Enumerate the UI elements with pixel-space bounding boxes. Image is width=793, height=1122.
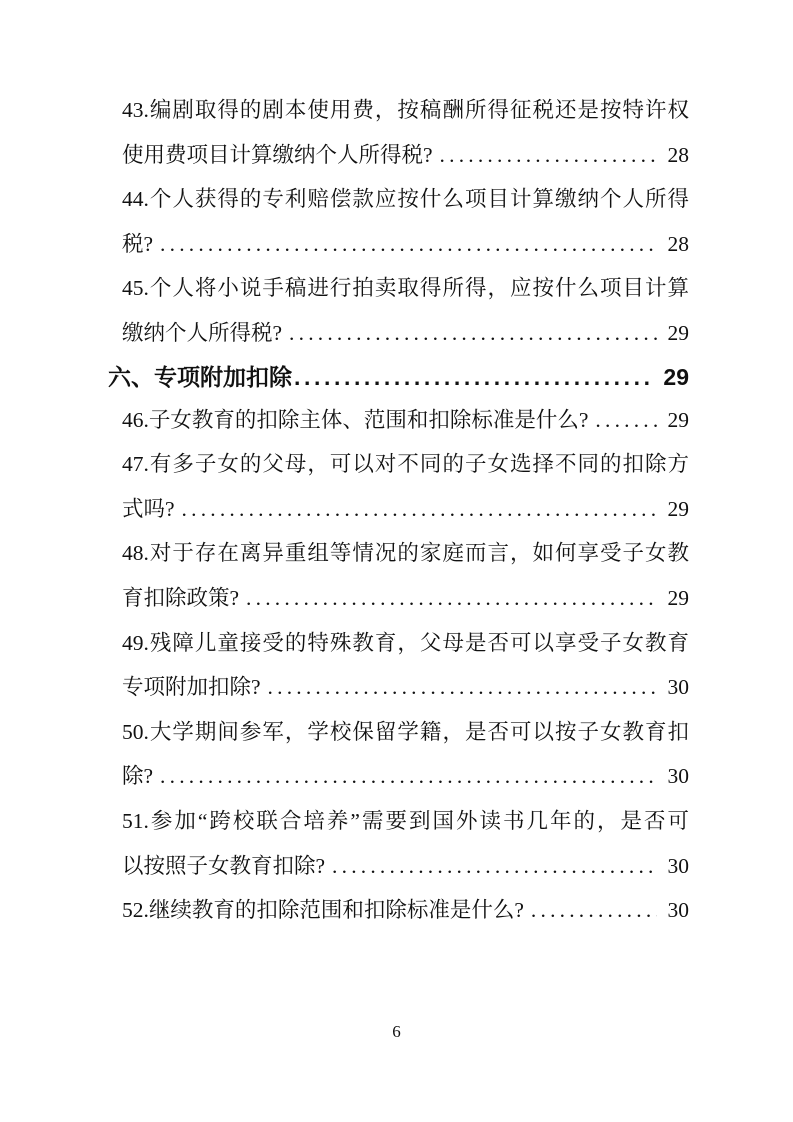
toc-entry-text: 缴纳个人所得税? [122, 320, 283, 345]
toc-page-number: 29 [667, 496, 689, 521]
toc-entry-text: 使用费项目计算缴纳个人所得税? [122, 142, 433, 167]
dot-leader [289, 311, 656, 356]
toc-page-number: 29 [663, 363, 689, 390]
toc-entry [122, 621, 689, 710]
toc-entry-last-line [122, 487, 689, 532]
dot-leader [268, 665, 657, 710]
toc-entry-text-line: 45.个人将小说手稿进行拍卖取得所得，应按什么项目计算 [122, 276, 689, 301]
toc-entry-last-line [122, 311, 689, 356]
toc-entry-text-line: 47.有多子女的父母，可以对不同的子女选择不同的扣除方 [122, 452, 689, 477]
toc-entry-last-line [122, 576, 689, 621]
toc-page-number: 29 [667, 585, 689, 610]
dot-leader [160, 222, 656, 267]
toc-entry [122, 442, 689, 531]
toc-entry-text: 46.子女教育的扣除主体、范围和扣除标准是什么? [122, 407, 589, 432]
toc-entry-text: 税? [122, 231, 154, 256]
dot-leader [531, 888, 657, 933]
page-number: 6 [392, 1022, 401, 1041]
toc-page-number: 28 [667, 231, 689, 256]
toc-entry [122, 531, 689, 620]
toc-entry-last-line [122, 754, 689, 799]
dot-leader [332, 844, 656, 889]
toc-entry-text: 52.继续教育的扣除范围和扣除标准是什么? [122, 898, 524, 923]
toc-entry [122, 88, 689, 177]
toc-entry-last-line [122, 888, 689, 933]
toc-page-number: 30 [667, 764, 689, 789]
toc-entry-text-line: 44.个人获得的专利赔偿款应按什么项目计算缴纳个人所得 [122, 187, 689, 212]
toc-entry-last-line [122, 222, 689, 267]
toc-entry-text-line: 49.残障儿童接受的特殊教育，父母是否可以享受子女教育 [122, 630, 689, 655]
toc-page-number: 30 [667, 675, 689, 700]
toc-entry-text-line: 51.参加“跨校联合培养”需要到国外读书几年的，是否可 [122, 808, 689, 833]
toc-page-number: 30 [667, 898, 689, 923]
toc-entry [122, 398, 689, 443]
page-footer [0, 1019, 793, 1045]
toc-entry [122, 710, 689, 799]
toc-entry-last-line [108, 356, 689, 398]
toc-page-number: 30 [667, 853, 689, 878]
dot-leader [182, 487, 657, 532]
toc-section-header [108, 356, 689, 398]
toc-entry-text: 育扣除政策? [122, 585, 240, 610]
toc-entry-text: 六、专项附加扣除 [108, 363, 292, 390]
toc-entry-last-line [122, 133, 689, 178]
toc-entry [122, 266, 689, 355]
toc-entry [122, 799, 689, 888]
toc-entry-text: 式吗? [122, 496, 175, 521]
dot-leader [160, 754, 656, 799]
toc-entry [122, 888, 689, 933]
toc-entry-text: 专项附加扣除? [122, 675, 261, 700]
dot-leader [294, 356, 654, 398]
toc-entry-last-line [122, 665, 689, 710]
toc-page-number: 29 [667, 320, 689, 345]
toc-entry-last-line [122, 844, 689, 889]
toc-entry [122, 177, 689, 266]
table-of-contents [108, 88, 689, 933]
toc-page-number: 28 [667, 142, 689, 167]
toc-entry-text: 除? [122, 764, 154, 789]
dot-leader [246, 576, 656, 621]
toc-entry-last-line [122, 398, 689, 443]
dot-leader [440, 133, 657, 178]
toc-entry-text: 以按照子女教育扣除? [122, 853, 326, 878]
toc-entry-text-line: 48.对于存在离异重组等情况的家庭而言，如何享受子女教 [122, 541, 689, 566]
dot-leader [595, 398, 656, 443]
toc-page-number: 29 [667, 407, 689, 432]
toc-entry-text-line: 50.大学期间参军，学校保留学籍，是否可以按子女教育扣 [122, 719, 689, 744]
toc-entry-text-line: 43.编剧取得的剧本使用费，按稿酬所得征税还是按特许权 [122, 98, 689, 122]
